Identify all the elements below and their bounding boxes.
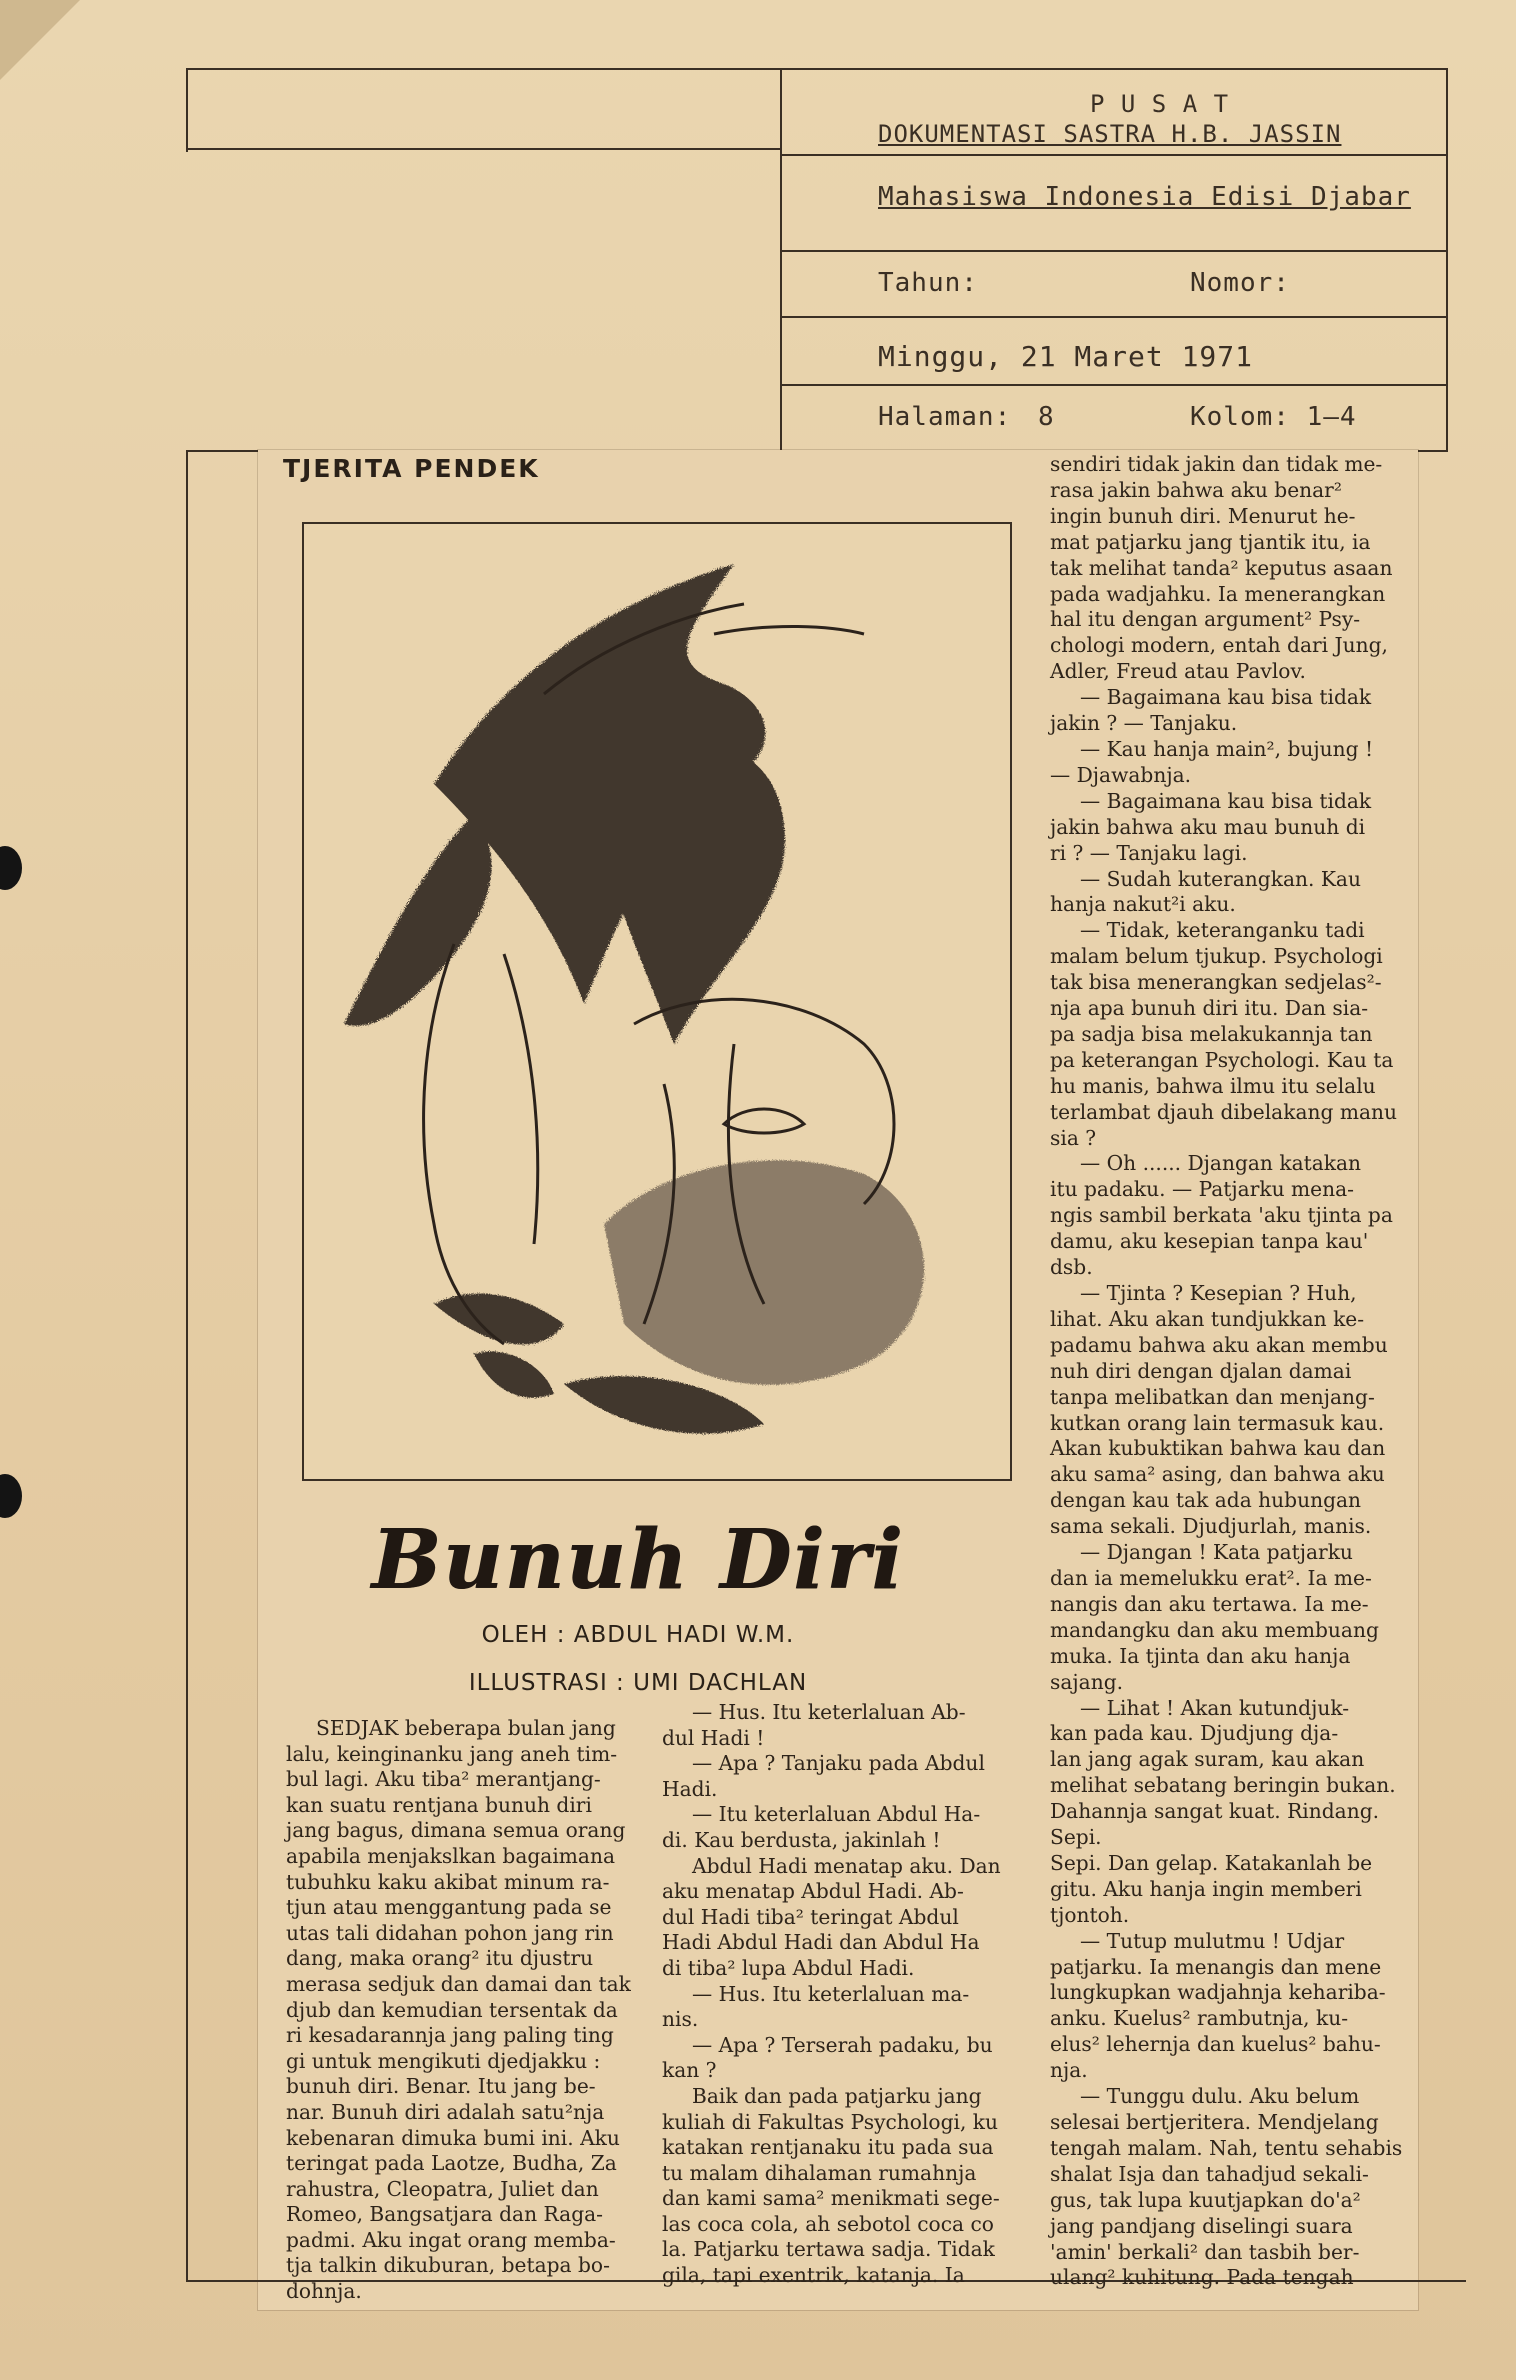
text-line: nuh diri dengan djalan damai: [1050, 1358, 1352, 1383]
text-line: — Oh ...... Djangan katakan: [1080, 1151, 1362, 1176]
text-line: dohnja.: [286, 2279, 362, 2304]
text-line: — Tidak, keteranganku tadi: [1080, 918, 1365, 943]
text-line: — Hus. Itu keterlaluan ma-: [692, 1981, 970, 2006]
text-line: Akan kubuktikan bahwa kau dan: [1050, 1436, 1386, 1461]
text-line: — Tutup mulutmu ! Udjar: [1080, 1928, 1345, 1953]
text-line: dul Hadi tiba² teringat Abdul: [662, 1904, 959, 1929]
text-line: teringat pada Laotze, Budha, Za: [286, 2151, 617, 2176]
text-line: ulang² kuhitung. Pada tengah: [1050, 2265, 1354, 2290]
text-line: — Hus. Itu keterlaluan Ab-: [692, 1700, 966, 1724]
text-line: hu manis, bahwa ilmu itu selalu: [1050, 1073, 1376, 1098]
text-line: Hadi Abdul Hadi dan Abdul Ha: [662, 1930, 980, 1955]
text-line: dan kami sama² menikmati sege-: [662, 2186, 1000, 2211]
text-line: dul Hadi !: [662, 1725, 765, 1750]
text-line: selesai bertjeritera. Mendjelang: [1050, 2110, 1379, 2134]
text-line: dengan kau tak ada hubungan: [1050, 1488, 1362, 1513]
text-line: sia ?: [1050, 1125, 1097, 1150]
text-line: sajang.: [1050, 1669, 1124, 1694]
text-line: malam belum tjukup. Psychologi: [1050, 944, 1383, 969]
text-line: pa keterangan Psychologi. Kau ta: [1050, 1047, 1394, 1072]
text-line: kutkan orang lain termasuk kau.: [1050, 1410, 1385, 1435]
text-line: lalu, keinginanku jang aneh tim-: [286, 1741, 618, 1766]
text-line: rasa jakin bahwa aku benar²: [1050, 477, 1342, 502]
stamp-pusat: P U S A T: [1090, 90, 1230, 118]
text-line: jang bagus, dimana semua orang: [286, 1818, 626, 1843]
text-line: gi untuk mengikuti djedjakku :: [286, 2048, 601, 2073]
text-line: tak melihat tanda² keputus asaan: [1050, 555, 1393, 580]
text-line: jakin bahwa aku mau bunuh di: [1050, 814, 1366, 839]
text-line: itu padaku. — Patjarku mena-: [1050, 1177, 1354, 1202]
text-line: SEDJAK beberapa bulan jang: [316, 1716, 616, 1740]
stamp-kolom: Kolom: 1—4: [1190, 402, 1357, 432]
text-line: — Tjinta ? Kesepian ? Huh,: [1080, 1281, 1357, 1305]
text-line: — Apa ? Terserah padaku, bu: [692, 2032, 993, 2057]
text-line: terlambat djauh dibelakang manu: [1050, 1099, 1398, 1124]
text-line: lihat. Aku akan tundjukkan ke-: [1050, 1306, 1365, 1331]
text-line: gus, tak lupa kuutjapkan do'a²: [1050, 2187, 1361, 2212]
text-line: chologi modern, entah dari Jung,: [1050, 633, 1388, 658]
text-line: bul lagi. Aku tiba² merantjang-: [286, 1767, 601, 1792]
text-line: Baik dan pada patjarku jang: [692, 2083, 982, 2108]
text-line: — Djawabnja.: [1050, 762, 1192, 787]
text-line: djub dan kemudian tersentak da: [286, 1997, 618, 2022]
text-line: anku. Kuelus² rambutnja, ku-: [1050, 2006, 1349, 2031]
article-column-1: [286, 1716, 662, 2305]
text-line: padamu bahwa aku akan membu: [1050, 1332, 1388, 1357]
text-line: elus² lehernja dan kuelus² bahu-: [1050, 2032, 1381, 2057]
text-line: kan ?: [662, 2058, 717, 2083]
text-line: aku menatap Abdul Hadi. Ab-: [662, 1879, 964, 1904]
text-line: — Bagaimana kau bisa tidak: [1080, 788, 1372, 813]
text-line: gila, tapi exentrik, katanja. Ia: [662, 2263, 965, 2288]
text-line: — Djangan ! Kata patjarku: [1080, 1540, 1353, 1565]
stamp-dokumentasi: DOKUMENTASI SASTRA H.B. JASSIN: [878, 120, 1342, 148]
text-line: nis.: [662, 2007, 699, 2032]
text-line: — Sudah kuterangkan. Kau: [1080, 866, 1361, 891]
text-line: patjarku. Ia menangis dan mene: [1050, 1954, 1382, 1979]
text-line: ingin bunuh diri. Menurut he-: [1050, 503, 1356, 528]
text-line: dang, maka orang² itu djustru: [286, 1946, 594, 1971]
text-line: la. Patjarku tertawa sadja. Tidak: [662, 2237, 995, 2262]
text-line: nja.: [1050, 2058, 1088, 2083]
text-line: di tiba² lupa Abdul Hadi.: [662, 1955, 915, 1980]
text-line: rahustra, Cleopatra, Juliet dan: [286, 2176, 599, 2201]
stamp-halaman-label: Halaman:: [878, 402, 1012, 432]
text-line: pa sadja bisa melakukannja tan: [1050, 1021, 1373, 1046]
text-line: nar. Bunuh diri adalah satu²nja: [286, 2099, 605, 2124]
text-line: kan pada kau. Djudjung dja-: [1050, 1721, 1339, 1746]
folded-corner: [0, 0, 80, 80]
text-line: dsb.: [1050, 1255, 1093, 1280]
text-line: kan suatu rentjana bunuh diri: [286, 1792, 592, 1817]
text-line: Sepi. Dan gelap. Katakanlah be: [1050, 1850, 1373, 1875]
text-line: nangis dan aku tertawa. Ia me-: [1050, 1591, 1369, 1616]
text-line: lan jang agak suram, kau akan: [1050, 1747, 1365, 1772]
text-line: tak bisa menerangkan sedjelas²-: [1050, 970, 1382, 995]
section-label: TJERITA PENDEK: [283, 454, 540, 483]
text-line: — Tunggu dulu. Aku belum: [1080, 2084, 1360, 2109]
text-line: hal itu dengan argument² Psy-: [1050, 607, 1361, 632]
text-line: muka. Ia tjinta dan aku hanja: [1050, 1643, 1351, 1668]
text-line: nja apa bunuh diri itu. Dan sia-: [1050, 996, 1369, 1021]
text-line: sama sekali. Djudjurlah, manis.: [1050, 1514, 1372, 1539]
text-line: Dahannja sangat kuat. Rindang.: [1050, 1799, 1380, 1824]
text-line: mat patjarku jang tjantik itu, ia: [1050, 529, 1371, 554]
illustration: [302, 522, 1012, 1481]
stamp-nomor-label: Nomor:: [1190, 268, 1290, 298]
text-line: jakin ? — Tanjaku.: [1050, 711, 1238, 736]
text-line: tanpa melibatkan dan menjang-: [1050, 1384, 1375, 1409]
article-column-2: [662, 1700, 1022, 2289]
text-line: kuliah di Fakultas Psychologi, ku: [662, 2109, 999, 2134]
text-line: bunuh diri. Benar. Itu jang be-: [286, 2074, 596, 2099]
text-line: kebenaran dimuka bumi ini. Aku: [286, 2125, 620, 2150]
text-line: ri ? — Tanjaku lagi.: [1050, 840, 1248, 865]
text-line: katakan rentjanaku itu pada sua: [662, 2135, 994, 2160]
text-line: — Itu keterlaluan Abdul Ha-: [692, 1802, 981, 1827]
text-line: tjontoh.: [1050, 1902, 1130, 1927]
article-title: Bunuh Diri: [371, 1512, 905, 1608]
text-line: melihat sebatang beringin bukan.: [1050, 1773, 1396, 1798]
text-line: damu, aku kesepian tanpa kau': [1050, 1229, 1369, 1254]
article-column-3: [1050, 452, 1414, 2291]
text-line: tja talkin dikuburan, betapa bo-: [286, 2253, 610, 2278]
illustration-credit: ILLUSTRASI : UMI DACHLAN: [468, 1670, 808, 1696]
text-line: — Apa ? Tanjaku pada Abdul: [692, 1751, 985, 1776]
stamp-frame-left: [186, 450, 188, 2282]
text-line: — Lihat ! Akan kutundjuk-: [1080, 1695, 1350, 1720]
text-line: mandangku dan aku membuang: [1050, 1617, 1379, 1642]
text-line: apabila menjakslkan bagaimana: [286, 1843, 615, 1868]
text-line: jang pandjang diselingi suara: [1050, 2213, 1353, 2238]
text-line: tu malam dihalaman rumahnja: [662, 2160, 977, 2185]
text-line: Adler, Freud atau Pavlov.: [1050, 659, 1306, 684]
text-line: Hadi.: [662, 1776, 718, 1801]
text-line: sendiri tidak jakin dan tidak me-: [1050, 452, 1383, 476]
text-line: — Kau hanja main², bujung !: [1080, 736, 1374, 761]
text-line: Sepi.: [1050, 1825, 1102, 1850]
stamp-halaman-value: 8: [1038, 402, 1055, 432]
text-line: tubuhku kaku akibat minum ra-: [286, 1869, 610, 1894]
text-line: Romeo, Bangsatjara dan Raga-: [286, 2202, 603, 2227]
text-line: utas tali didahan pohon jang rin: [286, 1920, 614, 1945]
text-line: Abdul Hadi menatap aku. Dan: [692, 1853, 1001, 1878]
text-line: pada wadjahku. Ia menerangkan: [1050, 581, 1386, 606]
stamp-publication: Mahasiswa Indonesia Edisi Djabar: [878, 182, 1411, 212]
text-line: dan ia memelukku erat². Ia me-: [1050, 1565, 1372, 1590]
article-byline: OLEH : ABDUL HADI W.M.: [481, 1622, 795, 1648]
stamp-tahun-label: Tahun:: [878, 268, 978, 298]
text-line: merasa sedjuk dan damai dan tak: [286, 1971, 631, 1996]
text-line: gitu. Aku hanja ingin memberi: [1050, 1876, 1362, 1901]
text-line: lungkupkan wadjahnja kehariba-: [1050, 1980, 1386, 2005]
text-line: aku sama² asing, dan bahwa aku: [1050, 1462, 1385, 1487]
ink-drawing-figures-icon: [304, 524, 1010, 1479]
text-line: — Bagaimana kau bisa tidak: [1080, 685, 1372, 710]
text-line: las coca cola, ah sebotol coca co: [662, 2211, 994, 2236]
text-line: ngis sambil berkata 'aku tjinta pa: [1050, 1203, 1393, 1228]
text-line: 'amin' berkali² dan tasbih ber-: [1050, 2239, 1360, 2264]
text-line: tjun atau menggantung pada se: [286, 1895, 612, 1920]
stamp-date: Minggu, 21 Maret 1971: [878, 340, 1254, 373]
text-line: padmi. Aku ingat orang memba-: [286, 2227, 616, 2252]
text-line: shalat Isja dan tahadjud sekali-: [1050, 2161, 1369, 2186]
text-line: hanja nakut²i aku.: [1050, 892, 1236, 917]
text-line: tengah malam. Nah, tentu sehabis: [1050, 2135, 1403, 2160]
text-line: di. Kau berdusta, jakinlah !: [662, 1827, 941, 1852]
text-line: ri kesadarannja jang paling ting: [286, 2023, 614, 2048]
archive-stamp: [186, 68, 1448, 450]
